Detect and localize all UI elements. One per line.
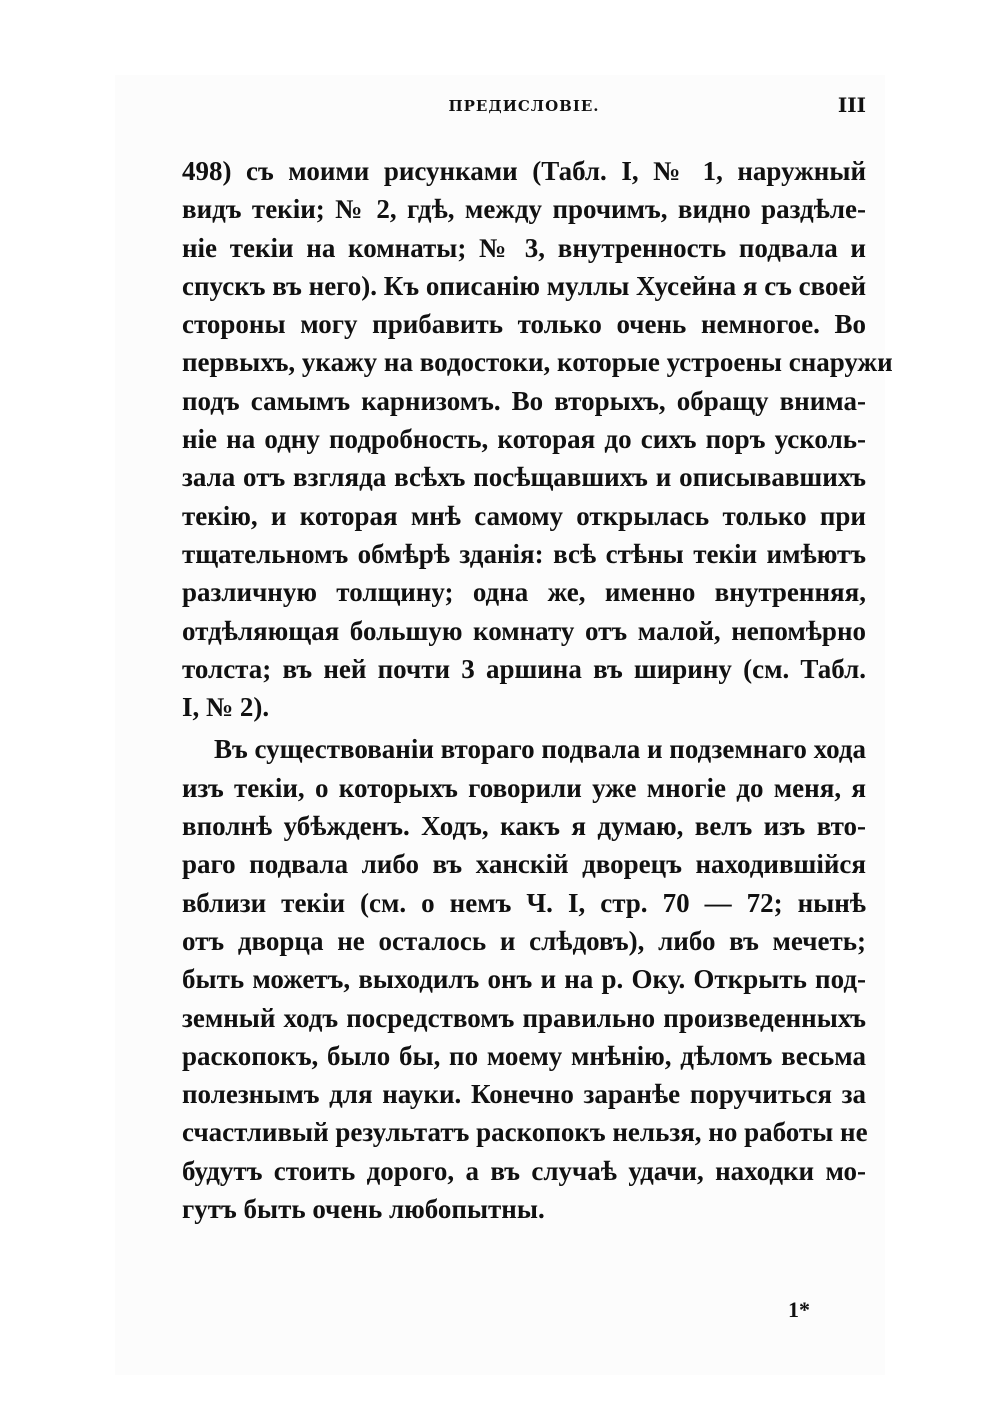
- text-line: 498) съ моими рисунками (Табл. I, № 1, наружный: [182, 156, 866, 186]
- text-line: ніе текіи на комнаты; № 3, внутренность подвала и: [182, 232, 866, 263]
- page-number: III: [837, 93, 866, 117]
- text-line: раскопокъ, было бы, по моему мнѣнію, дѣломъ весьма: [182, 1040, 866, 1071]
- running-head: [182, 93, 866, 123]
- text-line: ніе на одну подробность, которая до сихъ поръ усколь-: [182, 424, 866, 455]
- text-line: стороны могу прибавить только очень немногое. Во: [182, 309, 866, 340]
- text-line: Въ существованіи втораго подвала и подземнаго хода: [214, 734, 867, 765]
- text-line: раго подвала либо въ ханскій дворецъ находившійся: [182, 849, 866, 880]
- text-line: I, № 2).: [182, 692, 270, 723]
- text-line: толста; въ ней почти 3 аршина въ ширину (см. Табл.: [182, 653, 866, 684]
- text-line: вполнѣ убѣжденъ. Ходъ, какъ я думаю, велъ изъ вто-: [182, 811, 866, 842]
- text-line: полезнымъ для науки. Конечно заранѣе поручиться за: [182, 1079, 866, 1110]
- body-text: [182, 152, 893, 1228]
- text-line: будутъ стоить дорого, а въ случаѣ удачи, находки мо-: [182, 1155, 866, 1186]
- text-line: текію, и которая мнѣ самому открылась только при: [182, 500, 866, 531]
- paragraph-1: [182, 152, 893, 726]
- running-title: ПРЕДИСЛОВІЕ.: [448, 97, 600, 115]
- text-line: изъ текіи, о которыхъ говорили уже многіе до меня, я: [182, 772, 866, 803]
- text-line: спускъ въ него). Къ описанію муллы Хусейна я съ своей: [182, 270, 867, 301]
- signature-mark: 1*: [788, 1297, 810, 1322]
- text-line: подъ самымъ карнизомъ. Во вторыхъ, обращу внима-: [182, 385, 866, 416]
- text-line: первыхъ, укажу на водостоки, которые устроены снаружи: [182, 347, 893, 378]
- text-line: земный ходъ посредствомъ правильно произведенныхъ: [182, 1002, 866, 1033]
- text-line: отдѣляющая большую комнату отъ малой, непомѣрно: [182, 615, 866, 646]
- text-line: отъ дворца не осталось и слѣдовъ), либо въ мечеть;: [182, 925, 866, 956]
- text-line: быть можетъ, выходилъ онъ и на р. Оку. Открыть под-: [182, 964, 866, 995]
- text-line: счастливый результатъ раскопокъ нельзя, но работы не: [182, 1117, 868, 1148]
- text-line: видъ текіи; № 2, гдѣ, между прочимъ, видно раздѣле-: [182, 194, 866, 225]
- text-line: тщательномъ обмѣрѣ зданія: всѣ стѣны текіи имѣютъ: [182, 538, 866, 569]
- paragraph-2: [182, 730, 866, 1228]
- text-line: зала отъ взгляда всѣхъ посѣщавшихъ и описывавшихъ: [182, 462, 866, 493]
- text-line: гутъ быть очень любопытны.: [182, 1194, 545, 1225]
- text-line: вблизи текіи (см. о немъ Ч. I, стр. 70 — 72; нынѣ: [182, 887, 866, 918]
- text-line: различную толщину; одна же, именно внутренняя,: [182, 577, 866, 608]
